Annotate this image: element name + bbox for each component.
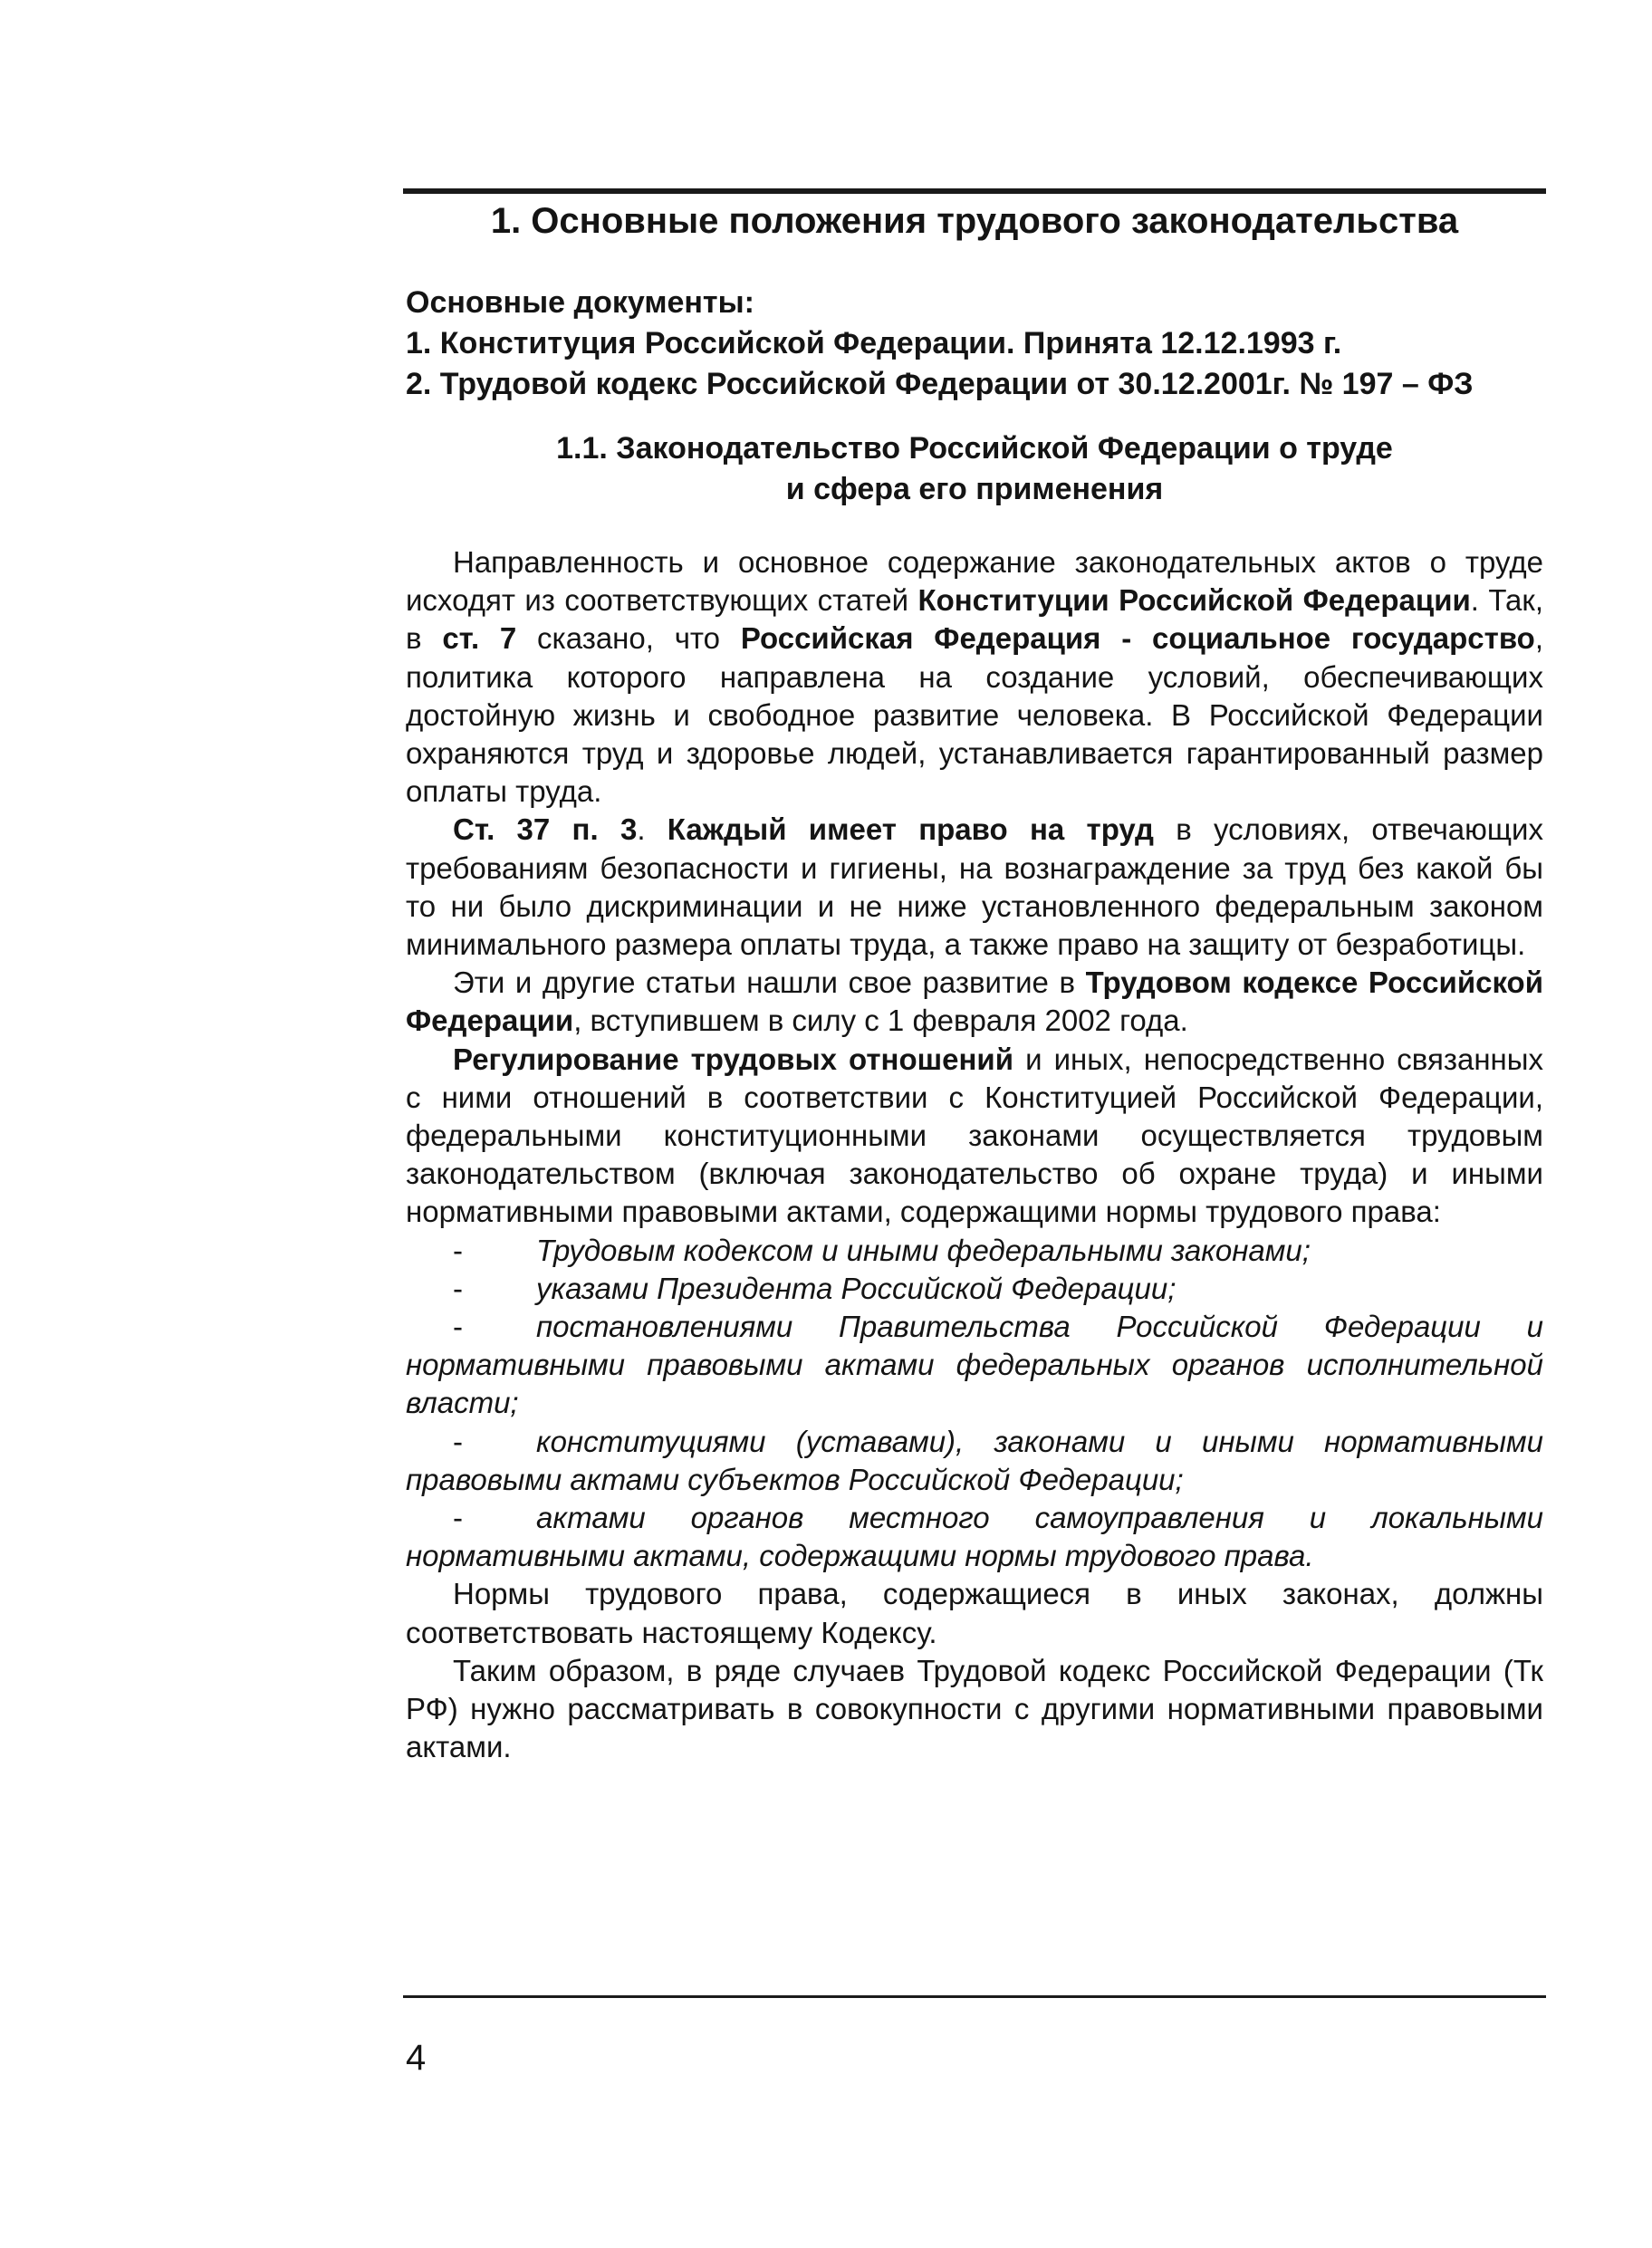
text-run: . Так, в xyxy=(406,583,1544,656)
body-text xyxy=(406,543,1543,1767)
document-item: 2. Трудовой кодекс Российской Федерации от 30.12.2001г. № 197 – ФЗ xyxy=(406,367,1474,401)
top-rule xyxy=(403,188,1546,194)
bold-run: ст. 7 xyxy=(442,621,517,656)
bold-run: Российская Федерация - социальное государство xyxy=(740,621,1535,656)
text-run: , вступившем в силу с 1 февраля 2002 года. xyxy=(573,1004,1188,1038)
list-marker: - xyxy=(453,1310,463,1344)
paragraph xyxy=(406,811,1543,964)
section-title-line: 1.1. Законодательство Российской Федерации о труде xyxy=(556,431,1393,466)
page-number: 4 xyxy=(406,2038,427,2078)
bold-run: Конституции Российской Федерации xyxy=(917,583,1471,618)
text-run: . xyxy=(637,812,668,847)
bold-run: Трудовом кодексе Российской Федерации xyxy=(406,965,1543,1038)
list-item-text: актами органов местного самоуправления и локальными нормативными актами, содержащими нормы трудового права. xyxy=(406,1501,1543,1573)
list-item-text: конституциями (уставами), законами и иными нормативными правовыми актами субъектов Российской Федерации; xyxy=(406,1424,1543,1496)
documents-heading: Основные документы: xyxy=(406,285,754,320)
bold-run: Регулирование трудовых отношений xyxy=(453,1042,1014,1076)
list-marker: - xyxy=(453,1271,463,1305)
list-marker: - xyxy=(453,1233,463,1267)
paragraph xyxy=(406,543,1543,811)
text-run: сказано, что xyxy=(516,621,741,656)
list-item-text: постановлениями Правительства Российской Федерации и нормативными правовыми актами федеральных органов исполнительной власти; xyxy=(406,1310,1543,1420)
text-run: , политика которого направлена на создание условий, обеспечивающих достойную жизнь и свободное развитие человека. В Российской Федерации охраняются труд и здоровье людей, устанавливается гарантированный размер оплаты труда. xyxy=(406,621,1543,809)
list-item-text: Трудовым кодексом и иными федеральными законами; xyxy=(536,1233,1311,1267)
documents-block xyxy=(406,283,1549,405)
section-title-line: и сфера его применения xyxy=(785,472,1164,506)
list-item xyxy=(406,1270,1543,1308)
page-title: 1. Основные положения трудового законодательства xyxy=(490,201,1459,241)
text-run: и иных, непосредственно связанных с ними отношений в соответствии с Конституцией Российской Федерации, федеральными конституционными законами осуществляется трудовым законодательством (включая законодательство об охране труда) и иными нормативными правовыми актами, содержащими нормы трудового права: xyxy=(406,1042,1543,1229)
text-run: Направленность и основное содержание законодательных актов о труде исходят из соответствующих статей xyxy=(406,545,1543,618)
section-title xyxy=(403,428,1546,510)
bottom-rule xyxy=(403,1995,1546,1998)
list-item-text: указами Президента Российской Федерации; xyxy=(536,1271,1177,1305)
paragraph: Таким образом, в ряде случаев Трудовой кодекс Российской Федерации (Тк РФ) нужно рассматривать в совокупности с другими нормативными правовыми актами. xyxy=(406,1653,1543,1764)
document-item: 1. Конституция Российской Федерации. Принята 12.12.1993 г. xyxy=(406,326,1342,360)
list-item xyxy=(406,1423,1543,1499)
text-run: Эти и другие статьи нашли свое развитие в xyxy=(453,965,1086,1000)
bold-run: Ст. 37 п. 3 xyxy=(453,812,638,847)
bold-run: Каждый имеет право на труд xyxy=(667,812,1154,847)
list-item xyxy=(406,1232,1543,1270)
paragraph xyxy=(406,964,1543,1040)
list-marker: - xyxy=(453,1501,463,1535)
paragraph: Нормы трудового права, содержащиеся в иных законах, должны соответствовать настоящему Кодексу. xyxy=(406,1577,1543,1649)
list-marker: - xyxy=(453,1424,463,1458)
paragraph xyxy=(406,1041,1543,1232)
list-item xyxy=(406,1499,1543,1575)
list-item xyxy=(406,1308,1543,1423)
text-run: в условиях, отвечающих требованиям безопасности и гигиены, на вознаграждение за труд без какой бы то ни было дискриминации и не ниже установленного федеральным законом минимального размера оплаты труда, а также право на защиту от безработицы. xyxy=(406,812,1543,962)
sources-list xyxy=(406,1232,1543,1576)
